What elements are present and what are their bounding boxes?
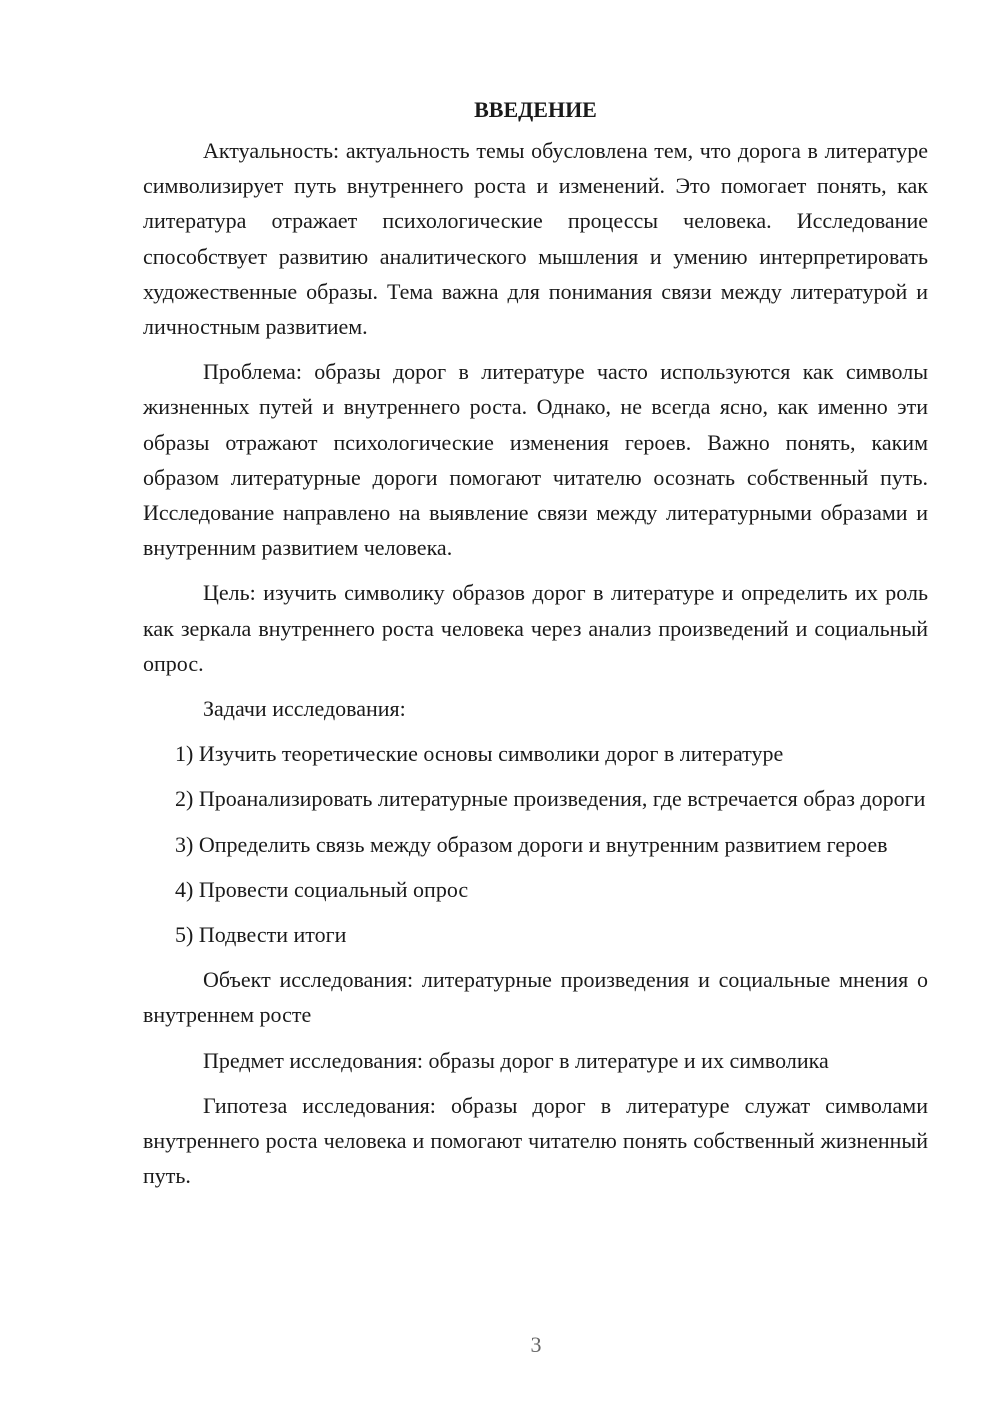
task-item: 3) Определить связь между образом дороги и внутренним развитием героев	[175, 831, 888, 857]
tasks-heading: Задачи исследования:	[203, 696, 406, 722]
page-title: ВВЕДЕНИЕ	[474, 97, 597, 122]
object-paragraph: Объект исследования: литературные произведения и социальные мнения о внутреннем росте	[143, 967, 928, 1028]
subject-paragraph: Предмет исследования: образы дорог в литературе и их символика	[203, 1047, 829, 1073]
task-item: 2) Проанализировать литературные произведения, где встречается образ дороги	[175, 786, 926, 812]
task-item: 4) Провести социальный опрос	[175, 876, 469, 902]
relevance-paragraph: Актуальность: актуальность темы обусловлена тем, что дорога в литературе символизирует путь внутреннего роста и изменений. Это помогает понять, как литература отражает психологические процессы человека. Исследование способствует развитию аналитического мышления и умению интерпретировать художественные образы. Тема важна для понимания связи между литературой и личностным развитием.	[143, 138, 928, 340]
hypothesis-paragraph: Гипотеза исследования: образы дорог в литературе служат символами внутреннего роста человека и помогают читателю понять собственный жизненный путь.	[143, 1092, 928, 1189]
page-number: 3	[530, 1332, 542, 1357]
document-page	[143, 92, 928, 1203]
problem-paragraph: Проблема: образы дорог в литературе часто используются как символы жизненных путей и внутреннего роста. Однако, не всегда ясно, как именно эти образы отражают психологические изменения героев. Важно понять, каким образом литературные дороги помогают читателю осознать собственный путь. Исследование направлено на выявление связи между литературными образами и внутренним развитием человека.	[143, 359, 928, 561]
task-item: 5) Подвести итоги	[175, 922, 347, 948]
goal-paragraph: Цель: изучить символику образов дорог в литературе и определить их роль как зеркала внутреннего роста человека через анализ произведений и социальный опрос.	[143, 580, 928, 676]
task-item: 1) Изучить теоретические основы символики дорог в литературе	[175, 741, 784, 767]
